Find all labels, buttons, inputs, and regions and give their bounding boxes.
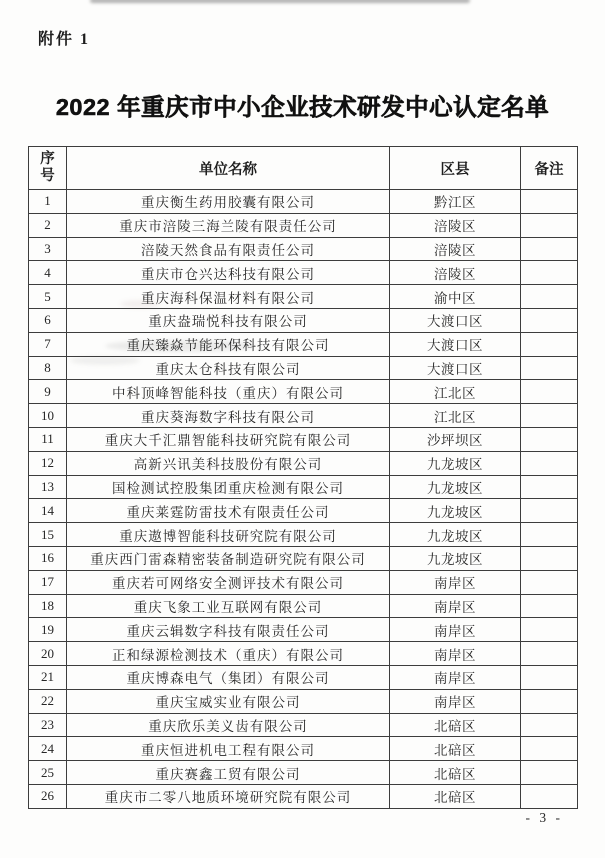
row-serial-number: 7	[29, 332, 67, 356]
table-row	[29, 499, 578, 523]
company-name-cell: 重庆大千汇鼎智能科技研究院有限公司	[67, 427, 390, 451]
company-name-cell: 重庆恒进机电工程有限公司	[67, 737, 390, 761]
remark-cell	[521, 475, 578, 499]
company-name-cell: 重庆太仓科技有限公司	[67, 356, 390, 380]
remark-cell	[521, 642, 578, 666]
row-serial-number: 13	[29, 475, 67, 499]
row-serial-number: 8	[29, 356, 67, 380]
table-row	[29, 665, 578, 689]
district-cell: 沙坪坝区	[390, 427, 521, 451]
company-name-cell: 重庆衡生药用胶囊有限公司	[67, 190, 390, 214]
row-serial-number: 1	[29, 190, 67, 214]
row-serial-number: 15	[29, 523, 67, 547]
district-cell: 大渡口区	[390, 332, 521, 356]
remark-cell	[521, 737, 578, 761]
table-row	[29, 380, 578, 404]
row-serial-number: 23	[29, 713, 67, 737]
row-serial-number: 5	[29, 285, 67, 309]
row-serial-number: 4	[29, 261, 67, 285]
district-cell: 北碚区	[390, 784, 521, 808]
table-row	[29, 285, 578, 309]
district-cell: 南岸区	[390, 665, 521, 689]
remark-cell	[521, 761, 578, 785]
table-row	[29, 784, 578, 808]
header-company-name: 单位名称	[67, 147, 390, 190]
table-row	[29, 261, 578, 285]
remark-cell	[521, 404, 578, 428]
company-name-cell: 重庆盎瑞悦科技有限公司	[67, 308, 390, 332]
remark-cell	[521, 332, 578, 356]
table-header	[29, 147, 578, 190]
row-serial-number: 11	[29, 427, 67, 451]
remark-cell	[521, 308, 578, 332]
row-serial-number: 10	[29, 404, 67, 428]
remark-cell	[521, 380, 578, 404]
remark-cell	[521, 499, 578, 523]
district-cell: 涪陵区	[390, 237, 521, 261]
remark-cell	[521, 618, 578, 642]
row-serial-number: 2	[29, 213, 67, 237]
district-cell: 九龙坡区	[390, 523, 521, 547]
company-name-cell: 重庆市涪陵三海兰陵有限责任公司	[67, 213, 390, 237]
district-cell: 黔江区	[390, 190, 521, 214]
table-row	[29, 475, 578, 499]
company-name-cell: 重庆欣乐美义齿有限公司	[67, 713, 390, 737]
company-name-cell: 国检测试控股集团重庆检测有限公司	[67, 475, 390, 499]
company-name-cell: 重庆臻焱节能环保科技有限公司	[67, 332, 390, 356]
remark-cell	[521, 213, 578, 237]
company-name-cell: 正和绿源检测技术（重庆）有限公司	[67, 642, 390, 666]
row-serial-number: 3	[29, 237, 67, 261]
district-cell: 北碚区	[390, 713, 521, 737]
table-row	[29, 546, 578, 570]
table-row	[29, 237, 578, 261]
remark-cell	[521, 689, 578, 713]
company-name-cell: 重庆市仓兴达科技有限公司	[67, 261, 390, 285]
remark-cell	[521, 570, 578, 594]
remark-cell	[521, 285, 578, 309]
company-name-cell: 重庆云辑数字科技有限责任公司	[67, 618, 390, 642]
row-serial-number: 25	[29, 761, 67, 785]
row-serial-number: 22	[29, 689, 67, 713]
district-cell: 九龙坡区	[390, 499, 521, 523]
row-serial-number: 18	[29, 594, 67, 618]
table-row	[29, 761, 578, 785]
company-name-cell: 重庆遨博智能科技研究院有限公司	[67, 523, 390, 547]
table-row	[29, 213, 578, 237]
table-row	[29, 332, 578, 356]
district-cell: 涪陵区	[390, 261, 521, 285]
company-name-cell: 重庆博森电气（集团）有限公司	[67, 665, 390, 689]
row-serial-number: 19	[29, 618, 67, 642]
page-number: - 3 -	[525, 810, 563, 825]
remark-cell	[521, 451, 578, 475]
company-name-cell: 中科顶峰智能科技（重庆）有限公司	[67, 380, 390, 404]
remark-cell	[521, 427, 578, 451]
remark-cell	[521, 713, 578, 737]
remark-cell	[521, 190, 578, 214]
remark-cell	[521, 594, 578, 618]
table-row	[29, 570, 578, 594]
table-row	[29, 308, 578, 332]
remark-cell	[521, 546, 578, 570]
remark-cell	[521, 237, 578, 261]
district-cell: 大渡口区	[390, 356, 521, 380]
document-title: 2022 年重庆市中小企业技术研发中心认定名单	[55, 94, 550, 120]
table-row	[29, 190, 578, 214]
company-name-cell: 高新兴讯美科技股份有限公司	[67, 451, 390, 475]
row-serial-number: 24	[29, 737, 67, 761]
district-cell: 南岸区	[390, 570, 521, 594]
company-name-cell: 重庆宝威实业有限公司	[67, 689, 390, 713]
table-row	[29, 737, 578, 761]
table-body	[29, 190, 578, 809]
header-remark: 备注	[521, 147, 578, 190]
table-row	[29, 427, 578, 451]
row-serial-number: 16	[29, 546, 67, 570]
row-serial-number: 17	[29, 570, 67, 594]
companies-table	[28, 146, 578, 809]
company-name-cell: 重庆葵海数字科技有限公司	[67, 404, 390, 428]
scan-smudge	[90, 0, 470, 3]
remark-cell	[521, 665, 578, 689]
row-serial-number: 26	[29, 784, 67, 808]
table-row	[29, 618, 578, 642]
district-cell: 渝中区	[390, 285, 521, 309]
district-cell: 江北区	[390, 404, 521, 428]
header-district: 区县	[390, 147, 521, 190]
company-name-cell: 重庆飞象工业互联网有限公司	[67, 594, 390, 618]
district-cell: 南岸区	[390, 689, 521, 713]
table-row	[29, 451, 578, 475]
table-row	[29, 713, 578, 737]
remark-cell	[521, 261, 578, 285]
district-cell: 九龙坡区	[390, 475, 521, 499]
district-cell: 涪陵区	[390, 213, 521, 237]
remark-cell	[521, 784, 578, 808]
company-name-cell: 重庆若可网络安全测评技术有限公司	[67, 570, 390, 594]
district-cell: 九龙坡区	[390, 546, 521, 570]
table-row	[29, 642, 578, 666]
district-cell: 南岸区	[390, 594, 521, 618]
row-serial-number: 6	[29, 308, 67, 332]
row-serial-number: 9	[29, 380, 67, 404]
district-cell: 北碚区	[390, 737, 521, 761]
attachment-label: 附件 1	[38, 31, 91, 48]
company-name-cell: 重庆海科保温材料有限公司	[67, 285, 390, 309]
remark-cell	[521, 523, 578, 547]
table-row	[29, 594, 578, 618]
district-cell: 江北区	[390, 380, 521, 404]
row-serial-number: 14	[29, 499, 67, 523]
company-name-cell: 涪陵天然食品有限责任公司	[67, 237, 390, 261]
remark-cell	[521, 356, 578, 380]
row-serial-number: 12	[29, 451, 67, 475]
company-name-cell: 重庆莱霆防雷技术有限责任公司	[67, 499, 390, 523]
row-serial-number: 20	[29, 642, 67, 666]
district-cell: 九龙坡区	[390, 451, 521, 475]
table-row	[29, 523, 578, 547]
company-name-cell: 重庆赛鑫工贸有限公司	[67, 761, 390, 785]
company-name-cell: 重庆市二零八地质环境研究院有限公司	[67, 784, 390, 808]
table-row	[29, 404, 578, 428]
header-serial-number: 序号	[29, 147, 67, 190]
district-cell: 南岸区	[390, 618, 521, 642]
row-serial-number: 21	[29, 665, 67, 689]
district-cell: 大渡口区	[390, 308, 521, 332]
district-cell: 北碚区	[390, 761, 521, 785]
district-cell: 南岸区	[390, 642, 521, 666]
table-row	[29, 689, 578, 713]
table-row	[29, 356, 578, 380]
table-header-row	[29, 147, 578, 190]
company-name-cell: 重庆西门雷森精密装备制造研究院有限公司	[67, 546, 390, 570]
